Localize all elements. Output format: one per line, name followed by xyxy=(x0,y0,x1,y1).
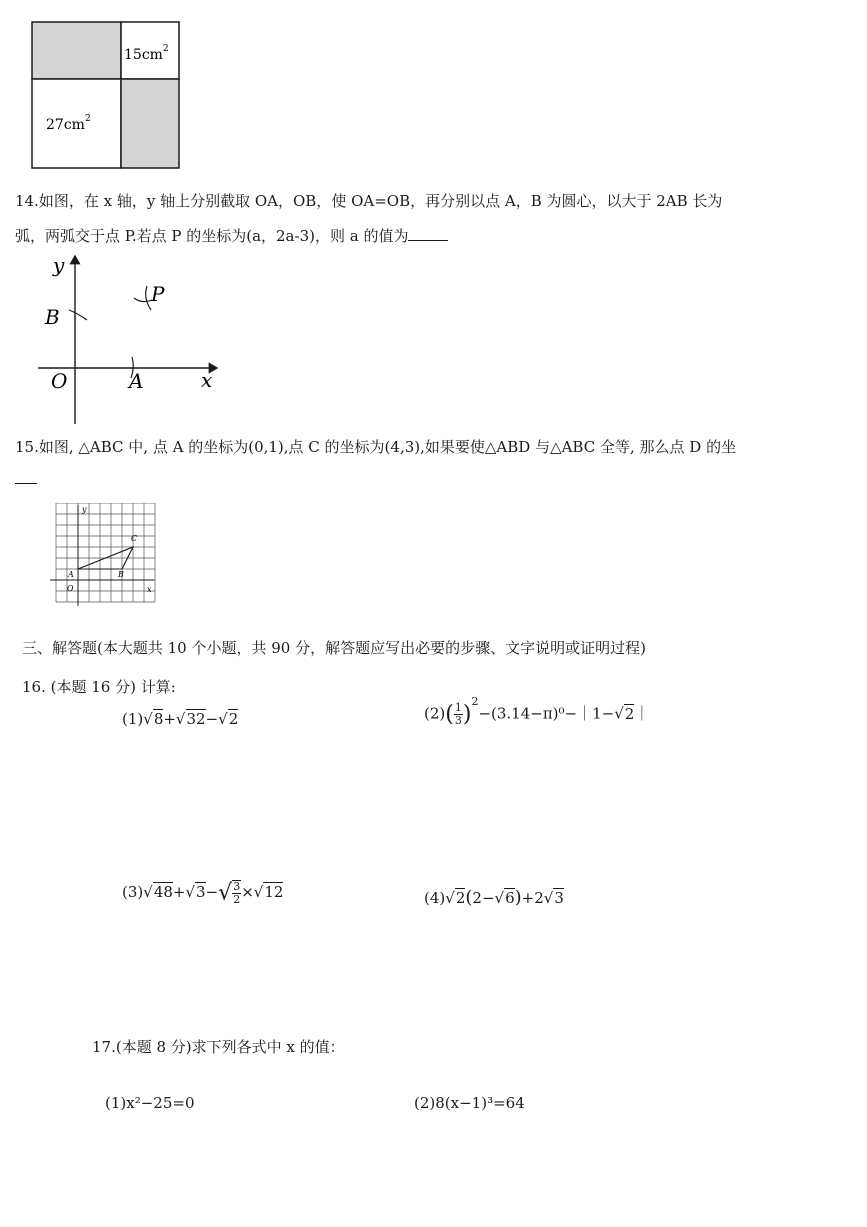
q16-part4: (4)√2(2−√6)+2√3 xyxy=(424,887,564,908)
q15-label-o: O xyxy=(67,584,74,593)
q14-answer-blank xyxy=(408,226,448,241)
q14-label-o: O xyxy=(51,369,68,393)
q14-label-y: y xyxy=(53,253,65,277)
q15-label-c: C xyxy=(131,534,138,543)
q13-area-figure xyxy=(30,20,182,170)
q14-line1: 14.如图，在 x 轴，y 轴上分别截取 OA，OB，使 OA=OB，再分别以点 A，B 为圆心，以大于 2AB 长为 xyxy=(15,192,723,210)
q14-label-b: B xyxy=(45,305,60,329)
q13-label-27: $27cm^2$ xyxy=(46,114,91,133)
section3-heading: 三、解答题(本大题共 10 个小题，共 90 分，解答题应写出必要的步骤、文字说明或证明过程) xyxy=(22,639,646,657)
q14-coordinate-figure xyxy=(35,252,230,427)
q15-label-y: y xyxy=(82,505,87,514)
q16-title: 16. (本题 16 分) 计算: xyxy=(22,678,176,696)
q15-grid-figure xyxy=(48,503,160,609)
q15-label-x: x xyxy=(147,585,152,594)
q14-label-x: x xyxy=(201,368,213,392)
q16-part3: (3)√48+√3−√ $\frac{3}{2}$ ×√12 xyxy=(122,880,284,906)
q14-label-a: A xyxy=(129,369,144,393)
q15-answer-blank xyxy=(15,483,37,484)
q14-arc-p1 xyxy=(134,298,152,302)
q14-label-p: P xyxy=(151,282,165,306)
q16-part1: (1)√8+√32−√2 xyxy=(122,710,239,728)
q13-shaded-bottom-right xyxy=(121,79,179,168)
q17-title: 17.(本题 8 分)求下列各式中 x 的值： xyxy=(92,1038,345,1056)
q17-part2: (2)8(x−1)³=64 xyxy=(414,1094,525,1112)
q15-label-a: A xyxy=(68,570,74,579)
q14-arc-b xyxy=(69,310,87,320)
q17-part1: (1)x²−25=0 xyxy=(105,1094,195,1112)
q13-shaded-top-left xyxy=(32,22,121,79)
q14-line2 xyxy=(15,225,448,246)
q13-label-15: $15cm^2$ xyxy=(124,44,169,63)
q14-line2-text: 弧，两弧交于点 P.若点 P 的坐标为(a，2a-3)，则 a 的值为 xyxy=(15,227,409,245)
q16-part2: (2)( $\frac{1}{3}$ )$^2$−(3.14−π)⁰−｜1−√2｜ xyxy=(424,694,650,727)
q15-label-b: B xyxy=(118,570,124,579)
q15-line1: 15.如图, △ABC 中, 点 A 的坐标为(0,1),点 C 的坐标为(4,3),如果要使△ABD 与△ABC 全等, 那么点 D 的坐 xyxy=(15,438,737,456)
